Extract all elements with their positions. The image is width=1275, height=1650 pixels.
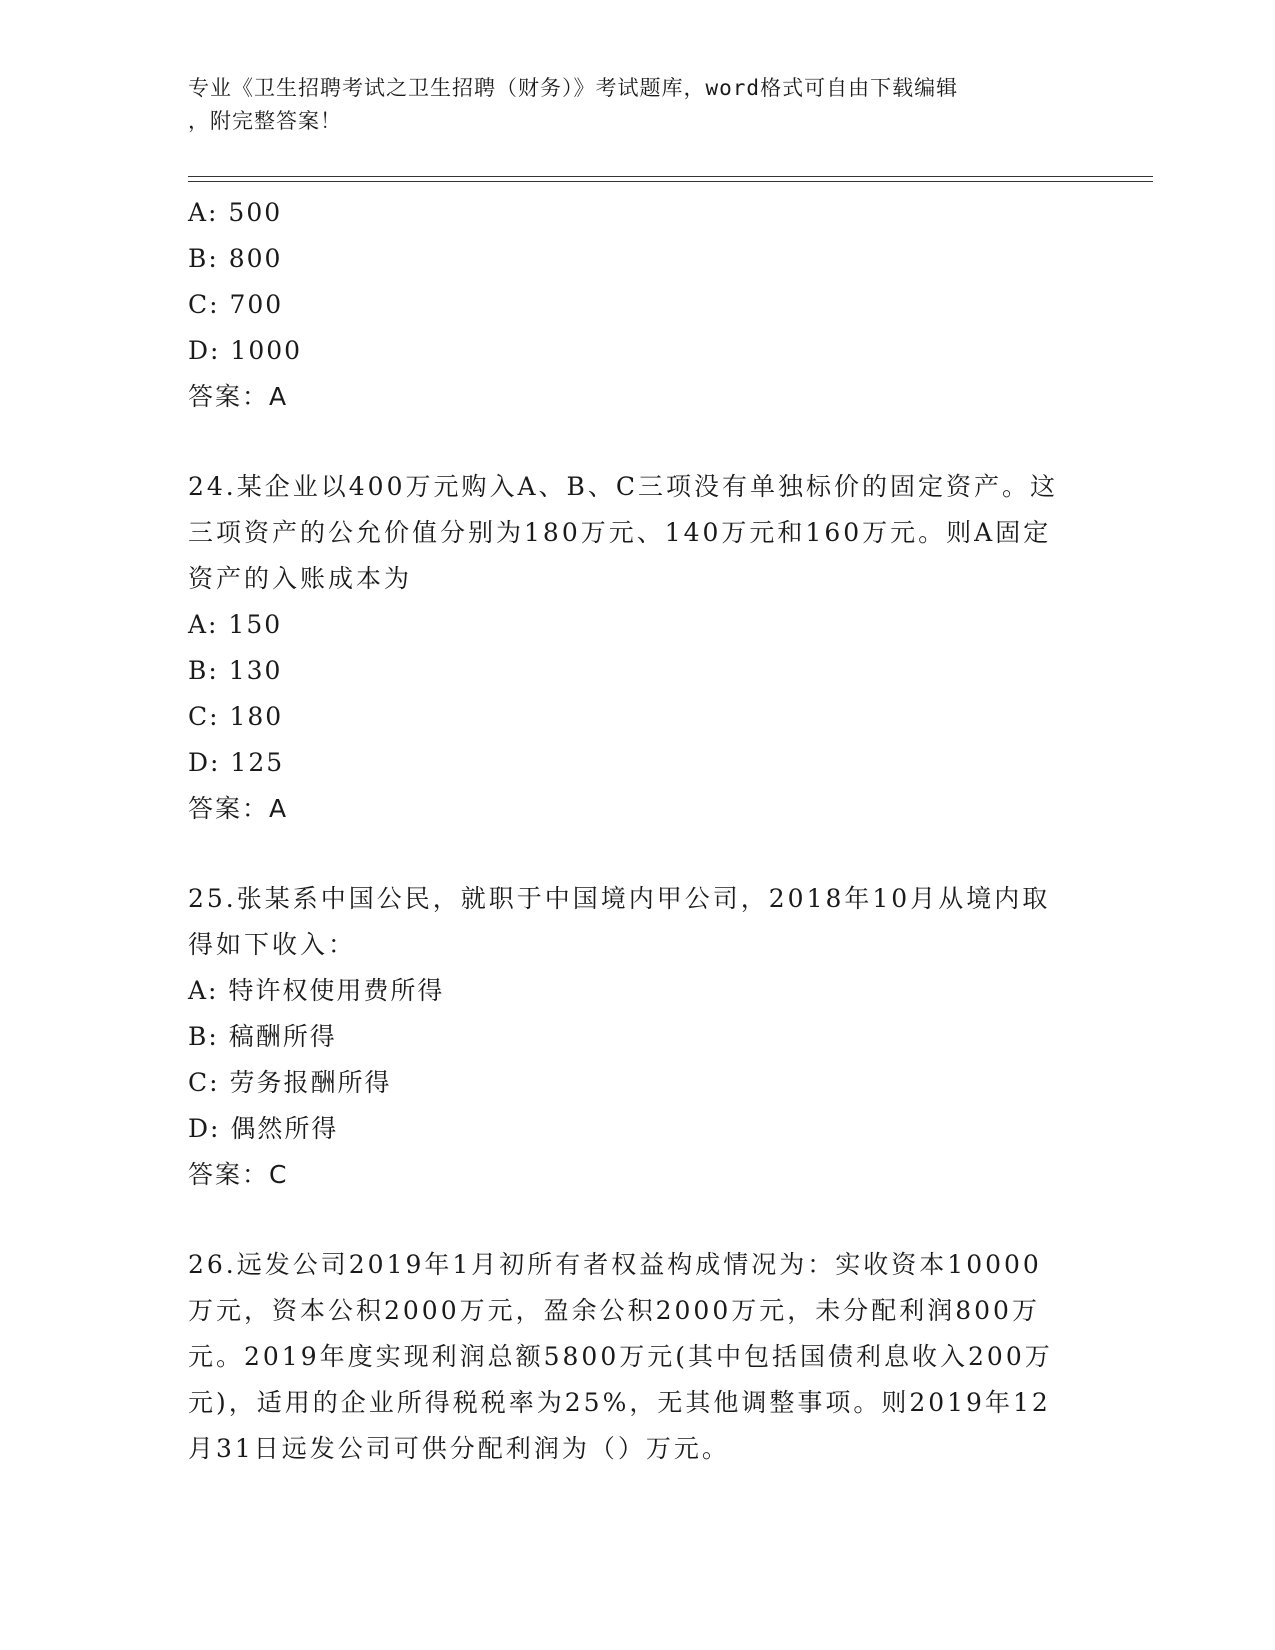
question-text-line: 三项资产的公允价值分别为180万元、140万元和160万元。则A固定: [188, 518, 1052, 547]
option-d: D: 125: [188, 748, 285, 777]
header-line-1: 专业《卫生招聘考试之卫生招聘（财务）》考试题库，word格式可自由下载编辑: [188, 76, 959, 100]
question-text-line: 26.远发公司2019年1月初所有者权益构成情况为：实收资本10000: [188, 1250, 1042, 1279]
option-b: B: 800: [188, 244, 283, 273]
question-23-options: [188, 190, 1088, 420]
option-c: C: 700: [188, 290, 284, 319]
header-divider-top: [188, 176, 1153, 177]
question-24: [188, 464, 1088, 602]
option-b: B: 130: [188, 656, 283, 685]
question-25: [188, 876, 1088, 968]
option-d: D: 偶然所得: [188, 1114, 339, 1143]
option-a: A: 150: [188, 610, 283, 639]
question-text-line: 元。2019年度实现利润总额5800万元(其中包括国债利息收入200万: [188, 1342, 1053, 1371]
option-b: B: 稿酬所得: [188, 1022, 337, 1051]
question-text-line: 24.某企业以400万元购入A、B、C三项没有单独标价的固定资产。这: [188, 472, 1059, 501]
option-a: A: 500: [188, 198, 283, 227]
question-24-options: [188, 602, 1088, 832]
question-text-line: 万元，资本公积2000万元，盈余公积2000万元，未分配利润800万: [188, 1296, 1040, 1325]
question-text-line: 资产的入账成本为: [188, 564, 413, 593]
question-text-line: 月31日远发公司可供分配利润为（）万元。: [188, 1434, 730, 1463]
header-line-2: ，附完整答案！: [188, 109, 342, 133]
header-divider-bottom: [188, 181, 1153, 182]
answer-label: 答案：A: [188, 794, 289, 823]
question-text-line: 得如下收入：: [188, 930, 357, 959]
question-26: [188, 1242, 1088, 1472]
question-text-line: 25.张某系中国公民，就职于中国境内甲公司，2018年10月从境内取: [188, 884, 1051, 913]
answer-label: 答案：C: [188, 1160, 289, 1189]
question-content: [188, 190, 1088, 1472]
option-a: A: 特许权使用费所得: [188, 976, 445, 1005]
question-text-line: 元)，适用的企业所得税税率为25%，无其他调整事项。则2019年12: [188, 1388, 1051, 1417]
answer-label: 答案：A: [188, 382, 289, 411]
option-c: C: 180: [188, 702, 284, 731]
option-c: C: 劳务报酬所得: [188, 1068, 392, 1097]
question-25-options: [188, 968, 1088, 1198]
document-header: [188, 72, 1068, 138]
option-d: D: 1000: [188, 336, 303, 365]
